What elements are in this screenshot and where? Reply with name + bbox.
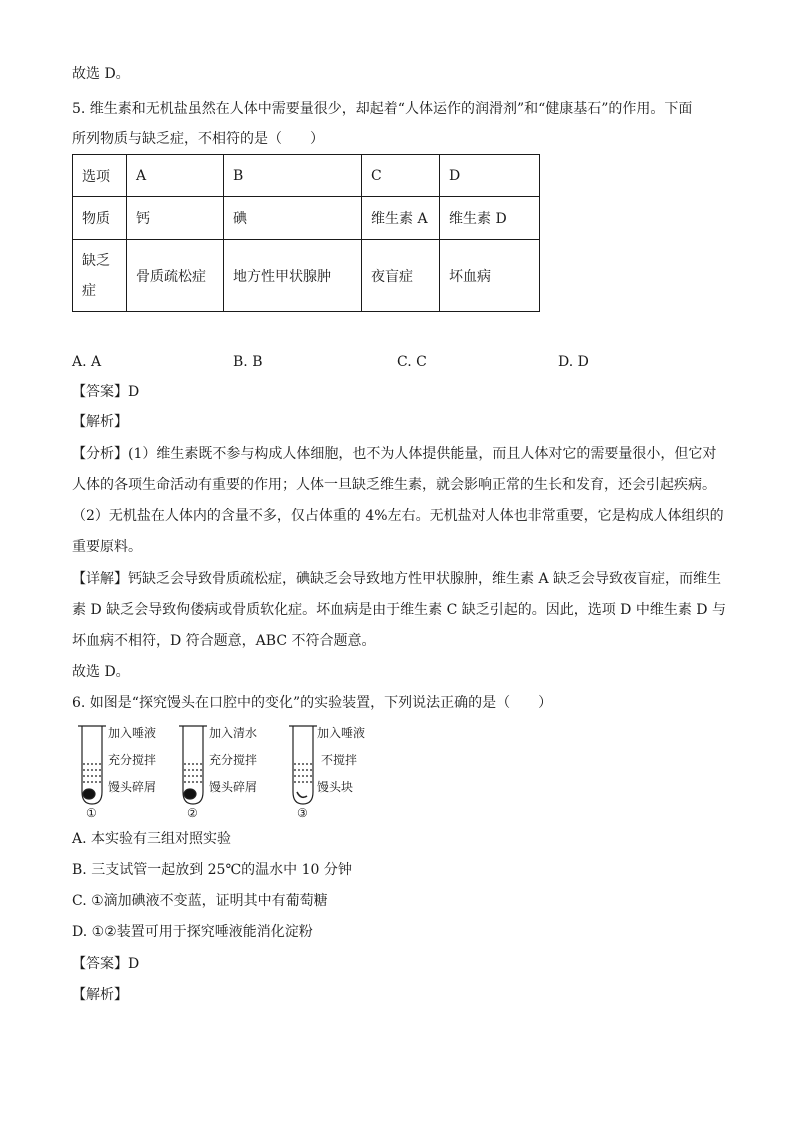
tube-1-label: 馒头碎屑 bbox=[108, 780, 157, 794]
option-a: A. A bbox=[72, 354, 102, 370]
option-d: D. D bbox=[558, 354, 589, 370]
option-b: B. B bbox=[233, 354, 263, 370]
table-cell: 钙 bbox=[127, 197, 224, 240]
table-row bbox=[73, 240, 540, 312]
table-cell: 坏血病 bbox=[440, 240, 540, 312]
test-tube-diagram bbox=[72, 720, 402, 820]
table-cell: 维生素 A bbox=[362, 197, 440, 240]
test-tube-1 bbox=[78, 726, 106, 804]
table-cell: 碘 bbox=[224, 197, 362, 240]
conclusion-text: 故选 D。 bbox=[72, 664, 130, 680]
question-6-option-b: B. 三支试管一起放到 25℃的温水中 10 分钟 bbox=[72, 862, 352, 878]
tube-number: ② bbox=[187, 806, 198, 820]
test-tube-3 bbox=[289, 726, 317, 804]
table-row bbox=[73, 155, 540, 197]
table-cell: 地方性甲状腺肿 bbox=[224, 240, 362, 312]
table-cell: D bbox=[440, 155, 540, 197]
table-cell: 选项 bbox=[73, 155, 127, 197]
table-cell-line: 症 bbox=[82, 282, 96, 299]
tube-number: ③ bbox=[297, 806, 308, 820]
table-cell: C bbox=[362, 155, 440, 197]
tube-3-label: 馒头块 bbox=[317, 780, 354, 794]
answer-label: 【答案】D bbox=[72, 384, 140, 400]
table-cell: 骨质疏松症 bbox=[127, 240, 224, 312]
question-6-stem: 6. 如图是“探究馒头在口腔中的变化”的实验装置，下列说法正确的是（ ） bbox=[72, 695, 553, 711]
table-cell: 夜盲症 bbox=[362, 240, 440, 312]
tube-3-label: 不搅拌 bbox=[321, 753, 358, 767]
question-6-option-d: D. ①②装置可用于探究唾液能消化淀粉 bbox=[72, 924, 313, 940]
question-6-option-c: C. ①滴加碘液不变蓝，证明其中有葡萄糖 bbox=[72, 893, 328, 909]
detail-paragraph-line: 【详解】钙缺乏会导致骨质疏松症，碘缺乏会导致地方性甲状腺肿，维生素 A 缺乏会导致夜盲症，而维生 bbox=[72, 571, 722, 587]
tube-2-label: 馒头碎屑 bbox=[209, 780, 258, 794]
question-6-option-a: A. 本实验有三组对照实验 bbox=[72, 831, 232, 847]
analysis-paragraph-line: 重要原料。 bbox=[72, 539, 142, 555]
question-5-stem-line2: 所列物质与缺乏症，不相符的是（ ） bbox=[72, 131, 324, 147]
detail-paragraph-line: 坏血病不相符，D 符合题意，ABC 不符合题意。 bbox=[72, 633, 376, 649]
table-cell bbox=[73, 240, 127, 312]
analysis-label: 【解析】 bbox=[72, 414, 128, 430]
tube-2-label: 加入清水 bbox=[209, 726, 258, 740]
question-5-table bbox=[72, 154, 540, 312]
question-5-stem-line1: 5. 维生素和无机盐虽然在人体中需要量很少，却起着“人体运作的润滑剂”和“健康基石”的作用。下面 bbox=[72, 101, 693, 117]
table-cell: 物质 bbox=[73, 197, 127, 240]
tube-2-label: 充分搅拌 bbox=[209, 753, 258, 767]
tube-1-label: 加入唾液 bbox=[108, 726, 157, 740]
analysis-label: 【解析】 bbox=[72, 987, 128, 1003]
option-c: C. C bbox=[397, 354, 427, 370]
analysis-paragraph-line: 【分析】(1）维生素既不参与构成人体细胞，也不为人体提供能量，而且人体对它的需要量很小，但它对 bbox=[72, 446, 717, 462]
tube-3-label: 加入唾液 bbox=[317, 726, 366, 740]
table-cell-line: 缺乏 bbox=[82, 252, 110, 269]
table-cell: B bbox=[224, 155, 362, 197]
tube-number: ① bbox=[86, 806, 97, 820]
table-cell: A bbox=[127, 155, 224, 197]
conclusion-text: 故选 D。 bbox=[72, 66, 130, 82]
detail-paragraph-line: 素 D 缺乏会导致佝偻病或骨质软化症。坏血病是由于维生素 C 缺乏引起的。因此，选项 D 中维生素 D 与 bbox=[72, 602, 726, 618]
analysis-paragraph-line: 人体的各项生命活动有重要的作用；人体一旦缺乏维生素，就会影响正常的生长和发育，还会引起疾病。 bbox=[72, 477, 716, 493]
table-row bbox=[73, 197, 540, 240]
analysis-paragraph-line: （2）无机盐在人体内的含量不多，仅占体重的 4%左右。无机盐对人体也非常重要，它是构成人体组织的 bbox=[72, 508, 724, 524]
answer-label: 【答案】D bbox=[72, 956, 140, 972]
table-cell: 维生素 D bbox=[440, 197, 540, 240]
tube-1-label: 充分搅拌 bbox=[108, 753, 157, 767]
test-tube-2 bbox=[179, 726, 207, 804]
